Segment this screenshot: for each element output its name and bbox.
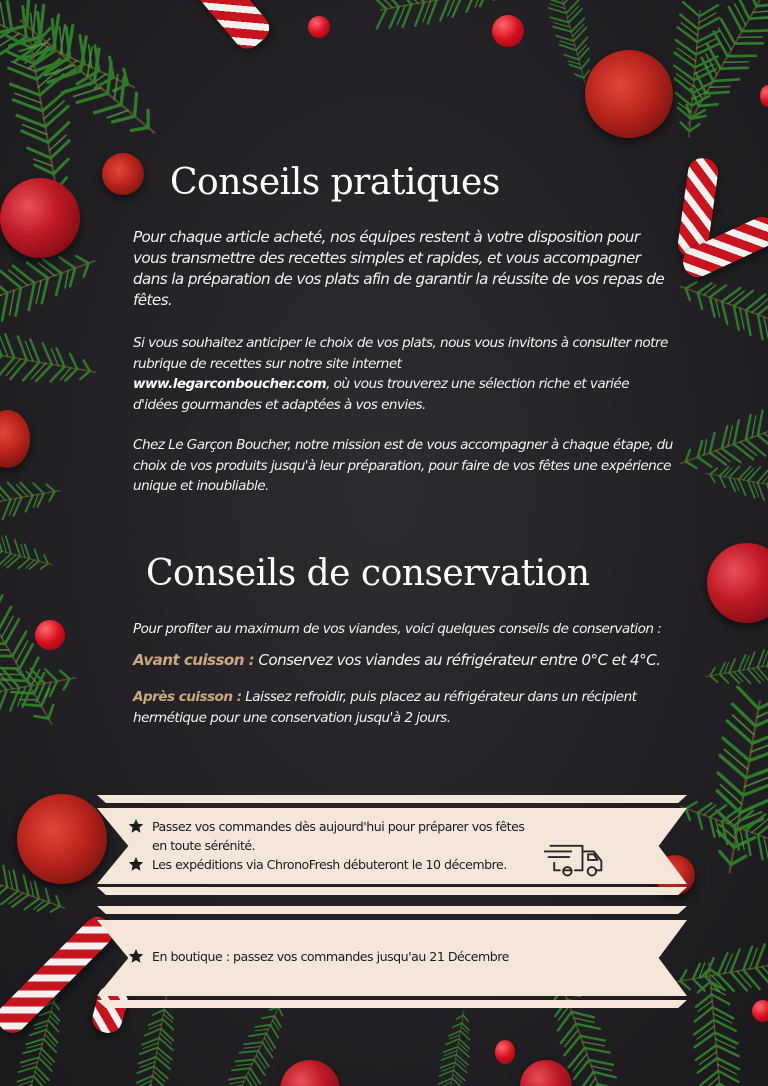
ornament-top-left-small	[102, 153, 144, 195]
ribbon-item-text: En boutique : passez vos commandes jusqu'au 21 Décembre	[152, 949, 509, 964]
ribbon-bottom-stripe	[97, 887, 687, 895]
section-title-practical: Conseils pratiques	[170, 162, 500, 203]
ribbon-item-in-store-deadline	[128, 947, 588, 966]
candy-cane-top	[175, 0, 275, 54]
practical-paragraph-1: Pour chaque article acheté, nos équipes restent à votre disposition pour vous transmettre des recettes simples et rapides, et vous accompagner dans la préparation de vos plats afin de garantir la réussite de vos repas de fêtes.	[133, 228, 665, 309]
ornament-bottom-2	[520, 1060, 572, 1086]
section-title-conservation: Conseils de conservation	[146, 553, 590, 594]
berry-top-1	[308, 16, 330, 38]
before-cooking-text: Conservez vos viandes au réfrigérateur entre 0°C et 4°C.	[254, 651, 661, 669]
ornament-right-mid	[707, 543, 768, 623]
conservation-after-cooking	[133, 687, 673, 728]
practical-paragraph-2-intro: Si vous souhaitez anticiper le choix de vos plats, nous vous invitons à consulter notre rubrique de recettes sur notre site internet	[133, 335, 668, 372]
ornament-top-right	[585, 50, 673, 138]
practical-paragraph-3: Chez Le Garçon Boucher, notre mission est de vous accompagner à chaque étape, du choix de vos produits jusqu'à leur préparation, pour faire de vos fêtes une expérience unique et inoubliable.	[133, 437, 673, 494]
star-icon	[128, 948, 144, 964]
conservation-intro: Pour profiter au maximum de vos viandes, voici quelques conseils de conservation :	[133, 621, 662, 637]
delivery-truck-icon	[541, 840, 607, 878]
ribbon-top-stripe	[97, 906, 687, 914]
star-icon	[128, 856, 144, 872]
berry-bottom	[495, 1040, 515, 1064]
berry-left-mid	[35, 620, 65, 650]
berry-right-lower	[752, 1000, 768, 1022]
ornament-left-mid	[0, 410, 30, 468]
before-cooking-label: Avant cuisson :	[133, 651, 255, 669]
star-icon	[128, 818, 144, 834]
berry-top-2	[492, 15, 524, 47]
ribbon-top-stripe	[97, 795, 687, 803]
conservation-before-cooking	[133, 650, 693, 671]
practical-paragraph-2	[133, 333, 673, 415]
website-link[interactable]: www.legarconboucher.com	[133, 376, 327, 392]
after-cooking-label: Après cuisson :	[133, 689, 242, 705]
ornament-bottom-1	[280, 1060, 340, 1086]
berry-top-right-edge	[760, 85, 768, 107]
ribbon-item-shipping-date	[128, 855, 548, 874]
ornament-left-lower	[17, 794, 107, 884]
ribbon-item-text: Les expéditions via ChronoFresh débuteront le 10 décembre.	[152, 857, 507, 872]
after-cooking-text: Laissez refroidir, puis placez au réfrigérateur dans un récipient hermétique pour une conservation jusqu'à 2 jours.	[133, 689, 637, 726]
ribbon-bottom-stripe	[97, 1000, 687, 1008]
ribbon-item-order-now	[128, 817, 528, 855]
ornament-left	[0, 178, 80, 258]
ribbon-item-text: Passez vos commandes dès aujourd'hui pour préparer vos fêtes en toute sérénité.	[152, 819, 525, 853]
practical-paragraph-2-rest: , où vous trouverez une sélection riche et variée d'idées gourmandes et adaptées à vos envies.	[133, 376, 630, 413]
